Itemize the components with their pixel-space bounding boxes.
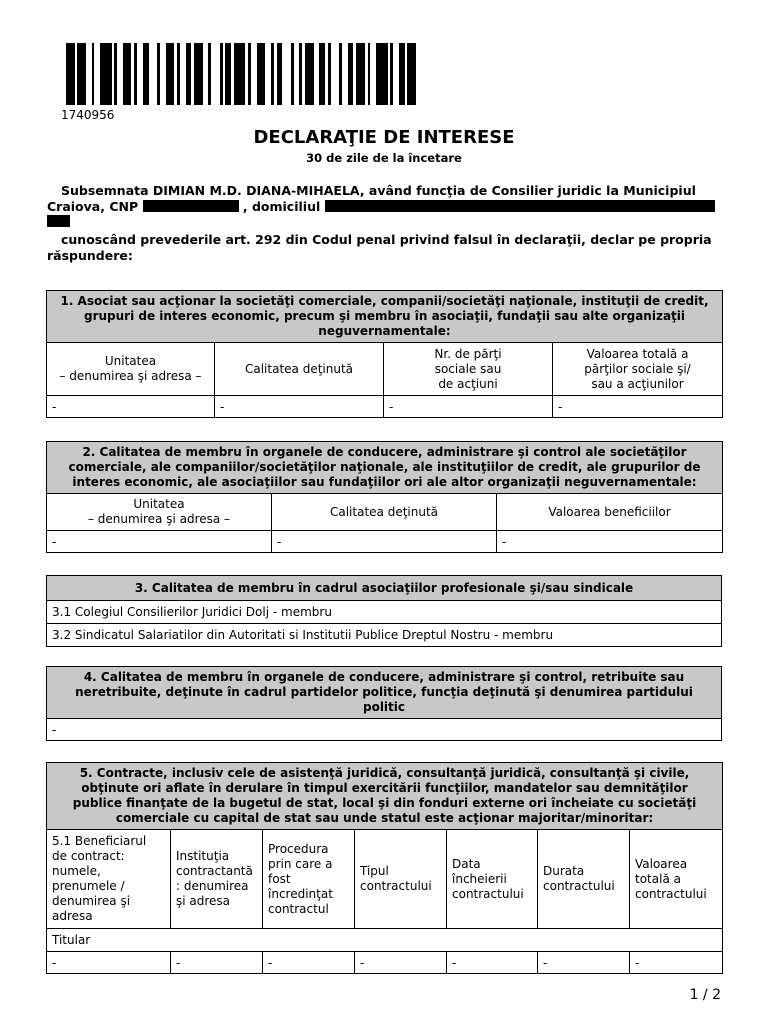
barcode-bar <box>166 43 174 105</box>
s5-col-value <box>630 830 723 929</box>
barcode-bar <box>194 43 203 105</box>
list-item: 3.1 Colegiul Consilierilor Juridici Dolj - membru <box>47 601 722 624</box>
s5-col-beneficiary <box>47 830 171 929</box>
section-2-table <box>46 441 723 553</box>
barcode-bar <box>331 43 339 105</box>
s5-header-line: Data <box>452 856 481 871</box>
s5-header-line: contractantă <box>176 864 253 878</box>
statement-paragraph <box>47 232 722 263</box>
barcode-bar <box>257 43 265 105</box>
list-item: 3.2 Sindicatul Salariatilor din Autoritati si Institutii Publice Dreptul Nostru - membru <box>47 624 722 647</box>
s5-header-line: prin care a <box>268 856 333 871</box>
s5-header-line: numele, <box>52 864 101 878</box>
s5-header-line: Instituţia <box>176 849 230 863</box>
redacted-cnp <box>143 200 239 212</box>
barcode-bar <box>305 43 314 105</box>
table-cell: - <box>497 531 723 553</box>
declarant-line-1: Subsemnata DIMIAN M.D. DIANA-MIHAELA, având funcţia de Consilier juridic la Municipiul <box>61 183 696 198</box>
barcode-bar <box>211 43 220 105</box>
s2-col-unit-l1: Unitatea <box>133 497 185 511</box>
s5-header-line: şi adresa <box>176 894 231 908</box>
redacted-domicile-continued <box>47 215 70 227</box>
cnp-label: Craiova, CNP <box>47 198 139 214</box>
section-1-header: 1. Asociat sau acţionar la societăţi comerciale, companii/societăţi naţionale, instituţii de credit, grupuri de interes economic, precum şi membru în asociaţii, fundaţii sau alte organizaţii neguvernamentale: <box>47 291 723 343</box>
s5-header-line: Durata <box>543 864 585 878</box>
statement-line-1: cunoscând prevederile art. 292 din Codul penal privind falsul în declaraţii, declar pe propria <box>61 232 712 247</box>
s1-col-value-l1: Valoarea totală a <box>586 346 689 361</box>
barcode-bar <box>123 43 131 105</box>
table-cell: - <box>171 952 263 974</box>
barcode-bar <box>376 43 388 105</box>
s1-col-shares-l1: Nr. de părţi <box>434 346 502 361</box>
table-cell: - <box>47 719 722 741</box>
barcode-bar <box>77 43 86 105</box>
barcode-bar <box>100 43 112 105</box>
statement-line-2: răspundere: <box>47 247 133 263</box>
s2-col-unit <box>47 494 272 531</box>
redacted-domicile <box>325 200 715 212</box>
section-4-table <box>46 666 722 741</box>
s5-header-line: Procedura <box>268 841 329 856</box>
s1-col-unit <box>47 343 215 396</box>
s5-header-line: 5.1 Beneficiarul <box>52 834 147 848</box>
barcode-bar <box>66 43 75 105</box>
section-3-table <box>46 575 722 647</box>
table-cell: - <box>47 396 215 418</box>
barcode <box>66 43 416 105</box>
barcode-bar <box>149 43 157 105</box>
s2-col-quality: Calitatea deţinută <box>272 494 497 531</box>
section-2-header: 2. Calitatea de membru în organele de conducere, administrare şi control ale societăţilor comerciale, ale companiilor/societăţilor naţionale, ale instituţiilor de credit, ale grupurilor de interes economic, ale asociaţiilor sau fundaţiilor ori ale altor organizaţii neguvernamentale: <box>47 442 723 494</box>
s5-header-line: contractului <box>360 879 432 893</box>
table-cell: - <box>47 952 171 974</box>
s5-header-line: Valoarea <box>635 856 688 871</box>
s5-header-line: încheierii <box>452 871 507 886</box>
s5-header-line: fost <box>268 871 291 886</box>
s5-header-line: de contract: <box>52 849 125 863</box>
table-cell: - <box>538 952 630 974</box>
s1-col-shares-l3: de acţiuni <box>438 376 498 391</box>
section-5-header: 5. Contracte, inclusiv cele de asistenţă juridică, consultanţă juridică, consultanţă şi civile, obţinute ori aflate în derulare în timpul exercitării funcţiilor, mandatelor sau demnităţilor publice finanţate de la bugetul de stat, local şi din fonduri externe ori încheiate cu societăţi comerciale cu capital de stat sau unde statul este acţionar majoritar/minoritar: <box>47 763 723 830</box>
s5-col-institution <box>171 830 263 929</box>
document-id: 1740956 <box>61 108 115 122</box>
table-cell: - <box>272 531 497 553</box>
s1-col-shares-l2: sociale sau <box>434 361 502 376</box>
s5-col-type <box>355 830 447 929</box>
titular-row: Titular <box>47 929 723 952</box>
s5-col-date <box>447 830 538 929</box>
s5-header-line: contractului <box>635 886 707 901</box>
s5-header-line: denumirea şi <box>52 894 131 908</box>
page-title: DECLARAŢIE DE INTERESE <box>253 127 515 148</box>
s1-col-shares <box>384 343 553 396</box>
s5-header-line: adresa <box>52 909 93 923</box>
barcode-bar <box>356 43 365 105</box>
barcode-bar <box>407 43 416 105</box>
s1-col-unit-l1: Unitatea <box>104 354 157 368</box>
s5-header-line: contractul <box>268 901 329 916</box>
page-number: 1 / 2 <box>689 987 721 1003</box>
barcode-bar <box>234 43 245 105</box>
s1-col-value-l2: părţilor sociale şi/ <box>584 361 691 376</box>
s1-col-value-l3: sau a acţiunilor <box>591 376 684 391</box>
s1-col-quality: Calitatea deţinută <box>215 343 384 396</box>
s5-col-duration <box>538 830 630 929</box>
s2-col-benefits: Valoarea beneficiilor <box>497 494 723 531</box>
section-3-header: 3. Calitatea de membru în cadrul asociaţiilor profesionale şi/sau sindicale <box>47 576 722 601</box>
table-cell: - <box>47 531 272 553</box>
declarant-line-2 <box>47 199 722 215</box>
barcode-bar <box>282 43 291 105</box>
s5-header-line: : denumirea <box>176 879 249 893</box>
domicile-label: , domiciliul <box>242 198 321 214</box>
s5-header-line: totală a <box>635 871 681 886</box>
s5-header-line: Tipul <box>360 864 389 878</box>
section-1-table <box>46 290 723 418</box>
s1-col-value <box>553 343 723 396</box>
s5-col-procedure <box>263 830 355 929</box>
s5-header-line: contractului <box>543 879 615 893</box>
section-5-table <box>46 762 723 974</box>
declarant-paragraph <box>47 183 722 230</box>
table-cell: - <box>215 396 384 418</box>
s1-col-unit-l2: – denumirea şi adresa – <box>59 369 202 383</box>
page-subtitle: 30 de zile de la încetare <box>306 151 462 165</box>
table-cell: - <box>355 952 447 974</box>
table-cell: - <box>384 396 553 418</box>
declarant-line-3 <box>47 214 722 230</box>
table-cell: - <box>553 396 723 418</box>
s5-header-line: încredinţat <box>268 886 333 901</box>
table-cell: - <box>630 952 723 974</box>
section-4-header: 4. Calitatea de membru în organele de conducere, administrare şi control, retribuite sau neretribuite, deţinute în cadrul partidelor politice, funcţia deţinută şi denumirea partidului politic <box>47 667 722 719</box>
s5-header-line: contractului <box>452 886 524 901</box>
table-cell: - <box>447 952 538 974</box>
s5-header-line: prenumele / <box>52 879 125 893</box>
table-cell: - <box>263 952 355 974</box>
s2-col-unit-l2: – denumirea şi adresa – <box>87 512 231 526</box>
